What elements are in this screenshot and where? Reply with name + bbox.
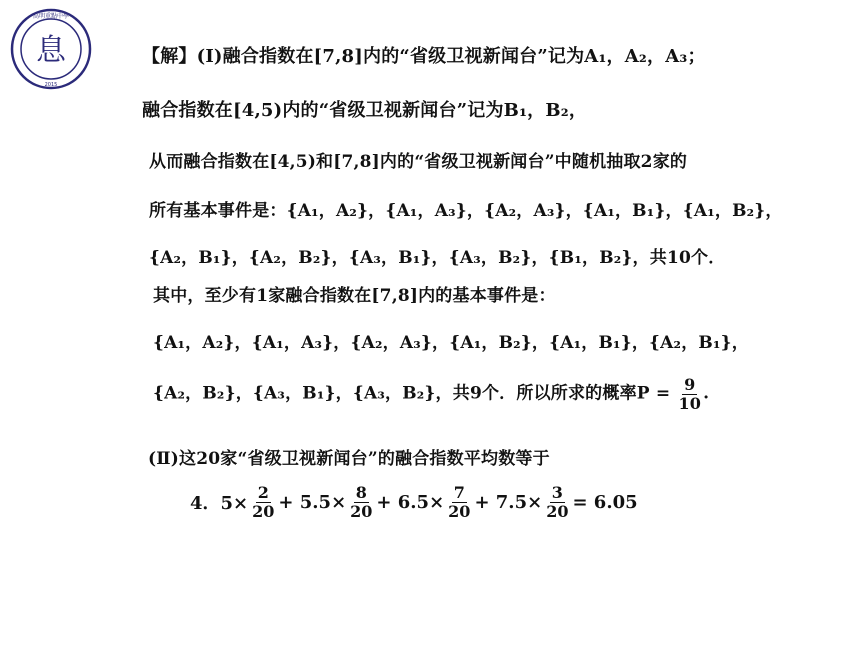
logo-year: 2015 (44, 82, 58, 88)
formula-term-3: + 6.5× (376, 491, 445, 513)
fraction-numerator: 9 (684, 375, 696, 394)
solution-line-5: {A₂，B₁}，{A₂，B₂}，{A₃，B₁}，{A₃，B₂}，{B₁，B₂}，共10个． (149, 248, 726, 268)
logo-text: 高明重點中學 (32, 13, 70, 20)
logo-glyph: 息 (36, 33, 66, 68)
fraction-denominator: 10 (678, 393, 702, 413)
fraction-denominator: 20 (546, 501, 569, 521)
solution-line-8 (153, 376, 709, 412)
solution-line-6: 其中，至少有1家融合指数在[7,8]内的基本事件是： (153, 286, 556, 306)
formula-result: = 6.05 (572, 491, 638, 513)
formula-fraction-1 (250, 484, 276, 520)
school-logo (10, 8, 92, 90)
solution-line-3: 从而融合指数在[4,5)和[7,8]内的“省级卫视新闻台”中随机抽取2家的 (149, 152, 688, 172)
formula-term-4: + 7.5× (474, 491, 543, 513)
solution-line-1: 【解】(Ⅰ)融合指数在[7,8]内的“省级卫视新闻台”记为A₁，A₂，A₃； (142, 46, 706, 67)
solution-line-7: {A₁，A₂}，{A₁，A₃}，{A₂，A₃}，{A₁，B₂}，{A₁，B₁}，{A₂，B₁}， (153, 333, 749, 353)
fraction-denominator: 20 (350, 501, 373, 521)
probability-text: {A₂，B₂}，{A₃，B₁}，{A₃，B₂}，共9个．所以所求的概率P = (153, 383, 671, 404)
part-two-heading: (Ⅱ)这20家“省级卫视新闻台”的融合指数平均数等于 (148, 449, 550, 469)
solution-line-2: 融合指数在[4,5)内的“省级卫视新闻台”记为B₁，B₂， (142, 100, 588, 121)
period: . (703, 383, 710, 404)
fraction-denominator: 20 (448, 501, 471, 521)
formula-fraction-3 (446, 484, 472, 520)
formula-fraction-2 (348, 484, 374, 520)
probability-fraction (676, 376, 703, 412)
solution-line-4: 所有基本事件是：{A₁，A₂}，{A₁，A₃}，{A₂，A₃}，{A₁，B₁}，{A₁，B₂}， (149, 201, 783, 221)
mean-formula (188, 484, 640, 520)
fraction-numerator: 7 (453, 483, 465, 502)
fraction-numerator: 2 (257, 483, 269, 502)
formula-fraction-4 (544, 484, 570, 520)
formula-term-2: + 5.5× (278, 491, 347, 513)
fraction-numerator: 8 (355, 483, 367, 502)
fraction-numerator: 3 (551, 483, 563, 502)
formula-term-1: 4．5× (190, 493, 249, 515)
fraction-denominator: 20 (252, 501, 275, 521)
